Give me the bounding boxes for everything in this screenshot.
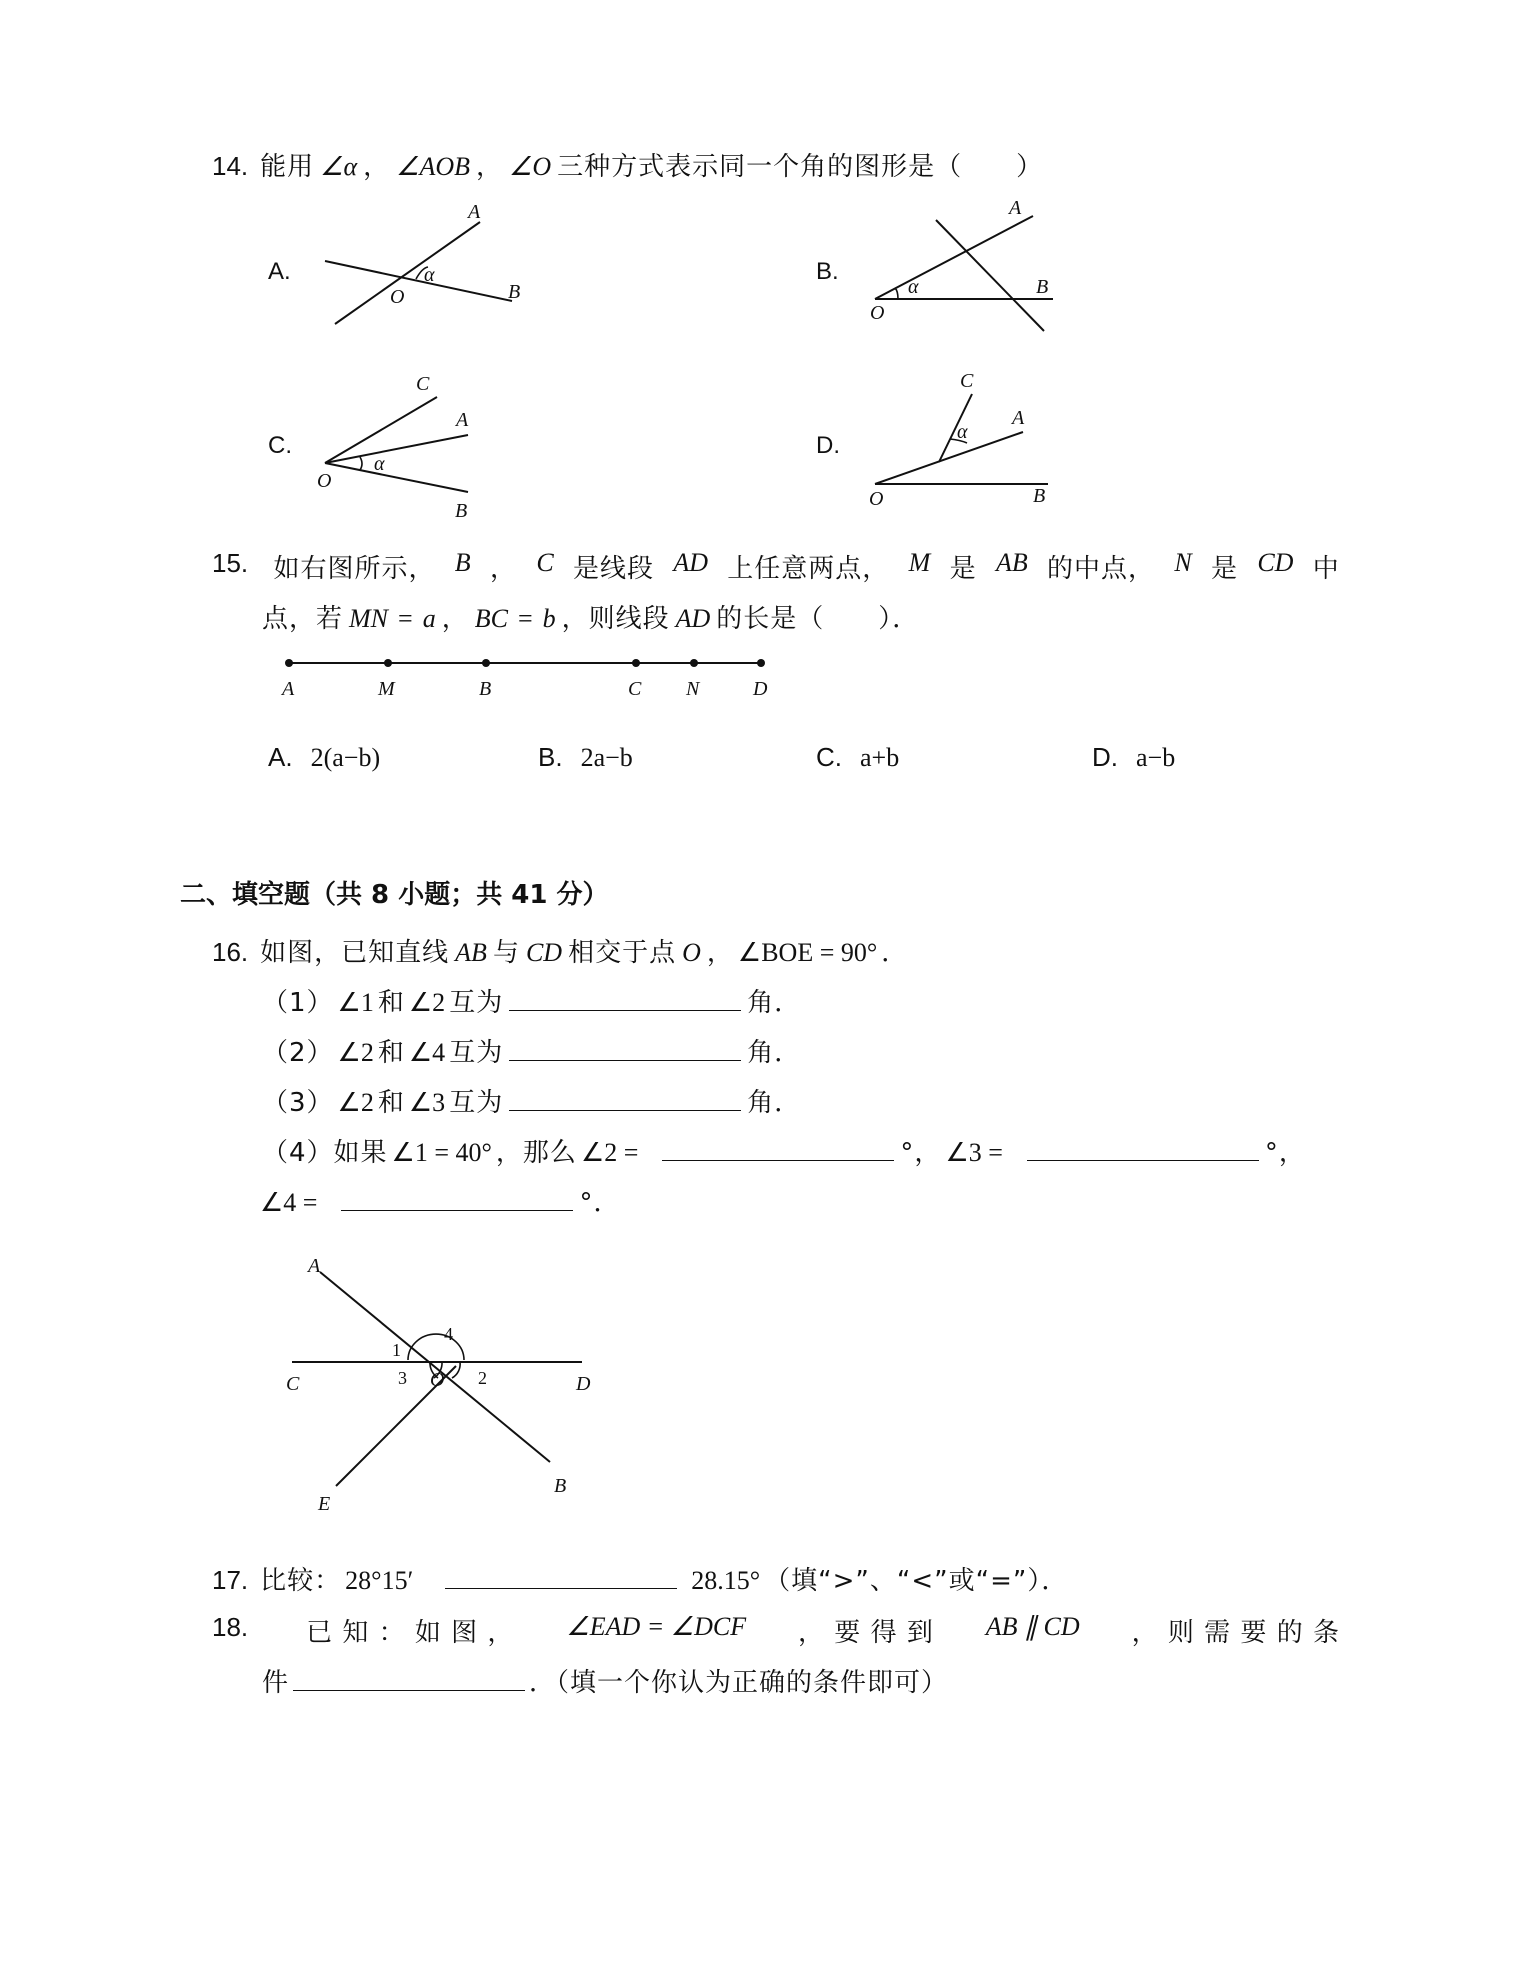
q15-option-c[interactable]: C. a+b xyxy=(816,742,900,772)
label-c-B: B xyxy=(455,500,468,522)
label-d-B: B xyxy=(1033,485,1046,507)
q16-part-3: （3） ∠2 和 ∠3 互为 角． xyxy=(262,1088,802,1118)
q14-number: 14. xyxy=(212,151,249,181)
q14-option-c-label[interactable]: C. xyxy=(268,432,292,459)
seg-label-B: B xyxy=(479,678,492,700)
q16-angle3-blank[interactable] xyxy=(1027,1136,1259,1161)
q14-option-d-label[interactable]: D. xyxy=(816,432,840,459)
q17-blank[interactable] xyxy=(445,1564,677,1589)
seg-label-N: N xyxy=(686,678,700,700)
label-d-O: O xyxy=(869,488,884,510)
q15-segment-figure xyxy=(282,652,772,712)
q15-number: 15. xyxy=(212,548,249,578)
fig16-label-4: 4 xyxy=(444,1324,453,1344)
q16-part-2: （2） ∠2 和 ∠4 互为 角． xyxy=(262,1038,802,1068)
fig16-label-B: B xyxy=(554,1475,567,1497)
fig16-label-A: A xyxy=(308,1255,321,1277)
q14-option-d-figure xyxy=(868,370,1068,530)
q16-angle2-blank[interactable] xyxy=(662,1136,894,1161)
q14-option-a-label[interactable]: A. xyxy=(268,258,291,285)
seg-label-M: M xyxy=(378,678,395,700)
label-b-alpha: α xyxy=(908,276,919,298)
q17-number: 17. xyxy=(212,1565,249,1595)
seg-label-A: A xyxy=(282,678,295,700)
q16-part-1-blank[interactable] xyxy=(509,986,741,1011)
q14-question: 14. 能用 ∠α ， ∠AOB ， ∠O 三种方式表示同一个角的图形是（ ） xyxy=(212,151,1044,182)
q16-angle4-blank[interactable] xyxy=(341,1186,573,1211)
label-d-A: A xyxy=(1012,407,1025,429)
q16-part-1: （1） ∠1 和 ∠2 互为 角． xyxy=(262,988,802,1018)
label-b-B: B xyxy=(1036,276,1049,298)
fig16-label-3: 3 xyxy=(398,1368,407,1388)
label-b-O: O xyxy=(870,302,885,324)
label-c-C: C xyxy=(416,373,430,395)
q16-stem: 16. 如图，已知直线 AB 与 CD 相交于点 O ， ∠BOE = 90° ． xyxy=(212,937,909,968)
q18-line-1: 18. 已 知 ： 如 图 ， ∠EAD = ∠DCF ， 要 得 到 AB ∥ CD ， 则 需 要 的 条 xyxy=(212,1612,1340,1648)
q17-question: 17. 比较： 28°15′ 28.15° （填“>”、“<”或“=”）． xyxy=(212,1565,1069,1596)
q16-figure xyxy=(280,1250,610,1520)
fig16-label-E: E xyxy=(318,1493,331,1515)
q14-option-c-figure xyxy=(317,370,520,530)
seg-label-C: C xyxy=(628,678,642,700)
q15-line-2: 点，若 MN = a ， BC = b ，则线段 AD 的长是（ ）． xyxy=(262,604,920,634)
label-a-B: B xyxy=(508,281,521,303)
label-d-alpha: α xyxy=(957,421,968,443)
q14-option-b-figure xyxy=(868,197,1088,340)
q16-part-3-blank[interactable] xyxy=(509,1086,741,1111)
q15-line-1: 15. 如右图所示， B ， C 是线段 AD 上任意两点， M 是 AB 的中点， N 是 CD 中 xyxy=(212,548,1340,584)
q18-blank[interactable] xyxy=(293,1666,525,1691)
label-c-A: A xyxy=(456,409,469,431)
q15-option-a[interactable]: A. 2(a−b) xyxy=(268,742,381,772)
q15-option-b[interactable]: B. 2a−b xyxy=(538,742,633,772)
label-c-alpha: α xyxy=(374,453,385,475)
seg-label-D: D xyxy=(753,678,768,700)
fig16-label-2: 2 xyxy=(478,1368,487,1388)
q15-option-d[interactable]: D. a−b xyxy=(1092,742,1176,772)
q16-part-2-blank[interactable] xyxy=(509,1036,741,1061)
q16-number: 16. xyxy=(212,937,249,967)
q16-part-4-cont: ∠4 = °． xyxy=(260,1188,621,1218)
label-a-O: O xyxy=(390,286,405,308)
q14-option-a-figure xyxy=(320,200,540,330)
label-d-C: C xyxy=(960,370,974,392)
q18-line-2: 件 ．（填一个你认为正确的条件即可） xyxy=(262,1668,949,1698)
q14-option-b-label[interactable]: B. xyxy=(816,258,839,285)
label-a-alpha: α xyxy=(424,264,435,286)
fig16-label-C: C xyxy=(286,1373,300,1395)
fig16-label-O: O xyxy=(430,1369,445,1391)
q16-part-4: （4）如果 ∠1 = 40° ，那么 ∠2 = °， ∠3 = °， xyxy=(262,1138,1306,1168)
q18-number: 18. xyxy=(212,1612,249,1642)
label-b-A: A xyxy=(1009,197,1022,219)
fig16-label-1: 1 xyxy=(392,1340,401,1360)
label-c-O: O xyxy=(317,470,332,492)
label-a-A: A xyxy=(468,201,481,223)
section-2-title: 二、填空题（共 8 小题；共 41 分） xyxy=(180,880,609,910)
fig16-label-D: D xyxy=(576,1373,591,1395)
